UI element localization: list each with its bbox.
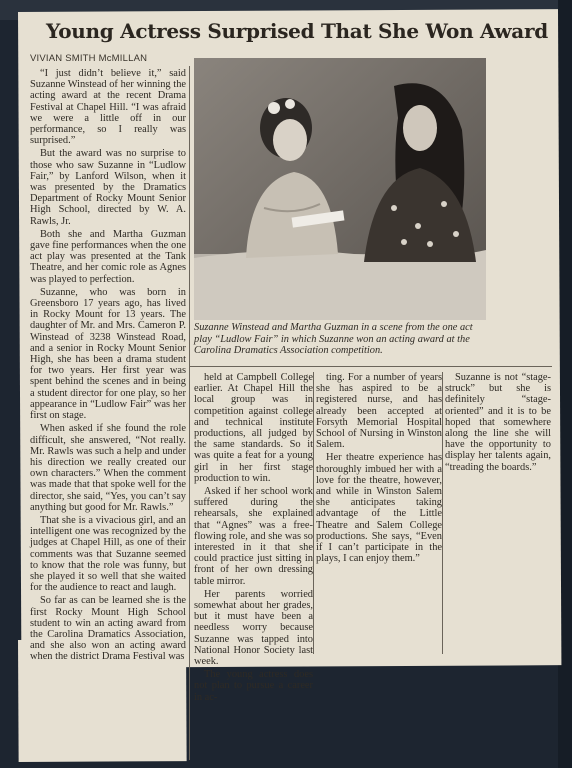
paragraph: Her parents worried somewhat about her grades, but it must have been a needless worry because Suzanne was tapped into National Honor Society last week.	[194, 588, 313, 668]
paragraph: ting. For a number of years she has aspired to be a registered nurse, and has already been accepted at Forsyth Memorial Hospital School of Nursing in Winston Salem.	[316, 372, 442, 451]
column-rule	[313, 372, 314, 654]
section-rule	[190, 366, 552, 367]
paragraph: But the award was no surprise to those who saw Suzanne in “Ludlow Fair,” by Lanford Wilson, when it was presented by the Dramatics Department of Rocky Mount Senior High School, directed by W. A. Rawls, Jr.	[30, 148, 186, 227]
paragraph: “I just didn’t believe it,” said Suzanne Winstead of her winning the acting award at the recent Drama Festival at Chapel Hill. “I was afraid we were a little off in our performance, so I really was surprised.”	[30, 68, 186, 147]
photo-caption: Suzanne Winstead and Martha Guzman in a scene from the one act play “Ludlow Fair” in which Suzanne won an acting award at the Carolina Dramatics Association competition.	[194, 322, 473, 357]
byline: VIVIAN SMITH McMILLAN	[30, 53, 148, 64]
paragraph: Suzanne is not “stage-struck” but she is definitely “stage-oriented” and it is to be hoped that somewhere along the line she will have the opportunity to display her talents again, “treading the boards.”	[445, 372, 551, 473]
article-column-3	[316, 372, 442, 632]
paragraph: Suzanne, who was born in Greensboro 17 years ago, has lived in Rocky Mount for 13 years. The daughter of Mr. and Mrs. Cameron P. Winstead of 3238 Winstead Road, and a senior in Rocky Mount Senior High, she has been a drama student for two years. Her first year was spent behind the scenes and in being a student director for one play, so her appearance in “Ludlow Fair” was her first on stage.	[30, 286, 186, 422]
article-column-1	[30, 68, 186, 758]
paragraph: That she is a vivacious girl, and an intelligent one was recognized by the judges at Chapel Hill, as one of their comments was that Suzanne seemed to know that the role was funny, but she played it so well that she waited for the audience to react and laugh.	[30, 514, 186, 594]
paragraph: Both she and Martha Guzman gave fine performances when the one act play was presented at the Tank Theatre, and her comic role as Agnes was played to perfection.	[30, 228, 186, 285]
column-rule	[442, 372, 443, 654]
paragraph: The young actress does not plan to pursue a career in ac-	[194, 669, 313, 703]
article-column-2	[194, 372, 313, 703]
photo-two-actresses	[194, 58, 486, 320]
article-column-4	[445, 372, 551, 632]
headline: Young Actress Surprised That She Won Award	[46, 19, 548, 43]
paragraph: So far as can be learned she is the first Rocky Mount High School student to win an acting award from the Carolina Dramatics Association, and she also won an acting award when the district Drama Festival was	[30, 595, 186, 663]
paragraph: When asked if she found the role difficult, she answered, “Not really. Mr. Rawls was such a help and under his direction we really created our own characters.” When the comment was made that that spoke well for the director, she said, “Yes, you can’t say anything but good for Mr. Rawls.”	[30, 423, 186, 513]
paragraph: Her theatre experience has thoroughly imbued her with a love for the theatre, however, and while in Winston Salem she anticipates taking advantage of the Little Theatre and Salem College productions. She says, “Even if I can’t participate in the plays, I can enjoy them.”	[316, 452, 442, 565]
paragraph: Asked if her school work suffered during the rehearsals, she explained that “Agnes” was a free-flowing role, and she was so interested in it that she could practice just sitting in front of her own dressing table mirror.	[194, 486, 313, 587]
paragraph: held at Campbell College earlier. At Chapel Hill the local group was in competition against college and technical institute productions, all judged by the same standards. So it was quite a feat for a young girl in her first stage production to win.	[194, 372, 313, 484]
column-rule	[189, 66, 190, 760]
photo-illustration	[194, 58, 486, 320]
